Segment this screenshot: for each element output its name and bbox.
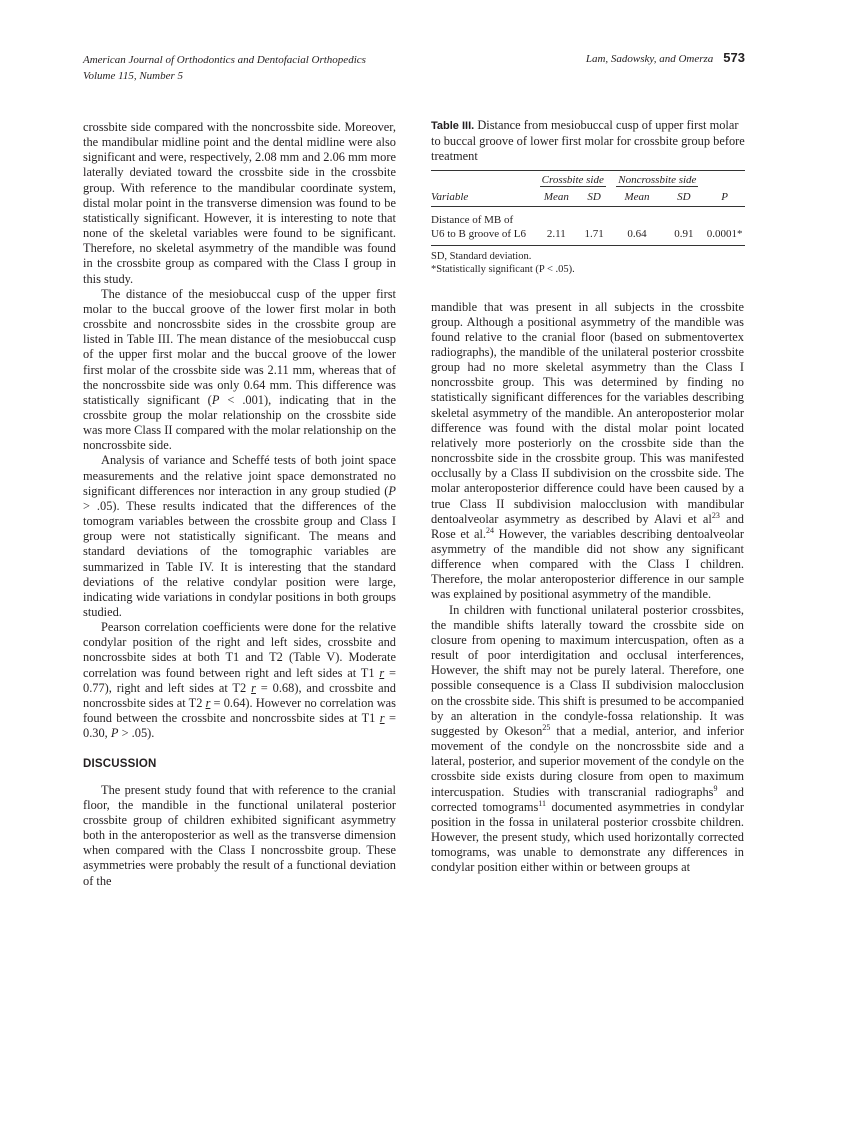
citation-superscript: 24 [486, 525, 494, 535]
cell-value: 1.71 [584, 227, 604, 240]
running-header-right [586, 50, 745, 67]
stat-symbol: r [379, 711, 385, 726]
paragraph: The present study found that with reference to the cranial floor, the mandible in the functional unilateral posterior crossbite group of children exhibited significant asymmetry both in the anteroposterior as well as the transverse dimension when compared with the Class I noncrossbite group. These asymmetries were probably the result of a functional deviation of the [83, 782, 396, 888]
table-caption [431, 118, 745, 164]
col-header-mean: Mean [543, 190, 569, 203]
cell-value: 2.11 [546, 227, 566, 240]
right-column [431, 118, 744, 875]
col-header-mean: Mean [624, 190, 650, 203]
table-footnotes [431, 250, 745, 276]
stat-symbol: P [211, 392, 220, 407]
col-header-sd: SD [587, 190, 601, 203]
footnote: *Statistically significant (P < .05). [431, 263, 575, 275]
stat-symbol: r [251, 680, 256, 695]
citation-superscript: 11 [538, 798, 546, 808]
data-table [431, 171, 745, 246]
paragraph: Pearson correlation coefficients were done for the relative condylar position of the right and left sides, crossbite and noncrossbite sides at both T1 and T2 (Table V). Moderate correlation was found between right and left sides at T1 r = 0.77), right and left sides at T2 r = 0.68), and crossbite and noncrossbite sides at T2 r = 0.64). However no correlation was found between the crossbite and noncrossbite sides at T1 r = 0.30, P > .05). [83, 620, 397, 741]
section-heading-discussion: DISCUSSION [83, 758, 157, 771]
page-number: 573 [723, 50, 745, 65]
running-header-authors: Lam, Sadowsky, and Omerza [585, 53, 714, 65]
col-header-variable: Variable [431, 190, 469, 203]
table-row [431, 206, 745, 245]
footnote: SD, Standard deviation. [431, 250, 532, 262]
citation-superscript: 9 [713, 783, 718, 793]
table-label: Table III. [431, 120, 475, 132]
col-header-p: P [721, 190, 728, 203]
cell-value: 0.64 [627, 227, 647, 240]
stat-symbol: P [388, 483, 396, 498]
cell-variable: Distance of MB of U6 to B groove of L6 [431, 213, 527, 240]
col-header-sd: SD [677, 190, 691, 203]
paragraph: The distance of the mesiobuccal cusp of the upper first molar to the buccal groove of the lower first molar in both crossbite and noncrossbite sides in the crossbite group are listed in Table III. The mean distance of the mesiobuccal cusp of the upper first molar and the buccal groove of the lower first molar of the crossbite side was 2.11 mm, whereas that of the noncrossbite side was only 0.64 mm. This difference was statistically significant (P < .001), indicating that in the crossbite group the molar relationship on the crossbite side was more Class II compared with the molar relationship on the noncrossbite side. [83, 286, 397, 453]
paragraph: In children with functional unilateral posterior crossbites, the mandible shifts laterally toward the crossbite side on closure from opening to maximum intercuspation, often as a result of poor interdigitation and occlusal interferences, However, the shift may not be purely lateral. Therefore, one possible consequence is a Class II subdivision malocclusion on the crossbite side. This shift is presumed to be accompanied by an alteration in the condyle-fossa relationship. It was suggested by Okeson$^{25}$ that a medial, anterior, and inferior movement of the condyle on the noncrossbite side and a lateral, posterior, and superior movement of the condyle on the crossbite side exists during closure from open to maximum intercuspation. Studies with transcranial radiographs$^9$ and corrected tomograms$^{11}$ documented asymmetries in condylar position in the fossa in unilateral posterior crossbite children. However, the present study, which used horizontally corrected tomograms, was unable to demonstrate any differences in condylar position either within or between groups at [431, 602, 745, 875]
cell-value: 0.91 [674, 227, 694, 240]
group-header-noncrossbite: Noncrossbite side [618, 173, 697, 186]
citation-superscript: 25 [542, 722, 551, 732]
left-column [83, 120, 396, 889]
stat-symbol: P [110, 726, 119, 741]
table-caption-text: Distance from mesiobuccal cusp of upper first molar to buccal groove of lower first molar for crossbite group before treatment [431, 118, 745, 163]
stat-symbol: r [379, 665, 385, 680]
stat-symbol: r [205, 695, 211, 710]
paragraph: Analysis of variance and Scheffé tests of both joint space measurements and the relative joint space demonstrated no significant differences nor interaction in any group studied (P > .05). These results indicated that the differences of the tomogram variables between the crossbite group and Class I group were not statistically significant. The means and standard deviations of the tomographic variables are summarized in Table IV. It is interesting that the standard deviations of the relative condylar position were large, indicating wide variations in condylar positions in both groups studied. [83, 453, 396, 619]
group-header-crossbite: Crossbite side [541, 173, 604, 186]
paragraph: crossbite side compared with the noncrossbite side. Moreover, the mandibular midline point and the dental midline were also significant and were, respectively, 2.08 mm and 2.06 mm more laterally deviated toward the crossbite side in the crossbite group. With reference to the mandibular coordinate system, distal molar point in the transverse dimension was found to be statistically significant. However, it is interesting to note that none of the skeletal variables were found to be significant. Therefore, no skeletal asymmetry of the mandible was found in the crossbite group as compared with the Class I group in this study. [83, 120, 396, 286]
cell-value: 0.0001* [706, 227, 743, 240]
running-header-left [83, 52, 366, 84]
citation-superscript: 23 [711, 510, 720, 520]
table-iii [431, 118, 745, 276]
journal-title: American Journal of Orthodontics and Dentofacial Orthopedics [83, 54, 366, 66]
paragraph: mandible that was present in all subjects in the crossbite group. Although a positional asymmetry of the mandible was found relative to the cranial floor (based on submentovertex radiographs), the mandible of the unilateral posterior crossbite group had no more skeletal asymmetry than the Class I noncrossbite group. This was determined by finding no statistically significant differences for the variables describing skeletal asymmetry of the mandible. An anteroposterior molar difference was found with the distal molar point located relatively more posteriorly on the crossbite side than the noncrossbite side in the crossbite group. This was manifested occlusally by a Class II subdivision on the crossbite side. The molar anteroposterior difference could have been caused by a true Class II subdivision malocclusion with mandibular dentoalveolar asymmetry as described by Alavi et $al^{23}$ and Rose et al.$^{24}$ However, the variables describing dentoalveolar asymmetry of the mandible did not show any significant difference when compared with the Class I children. Therefore, the molar anteroposterior difference in our sample was explained by positional asymmetry of the mandible. [431, 299, 744, 602]
journal-volume: Volume 115, Number 5 [83, 70, 184, 82]
